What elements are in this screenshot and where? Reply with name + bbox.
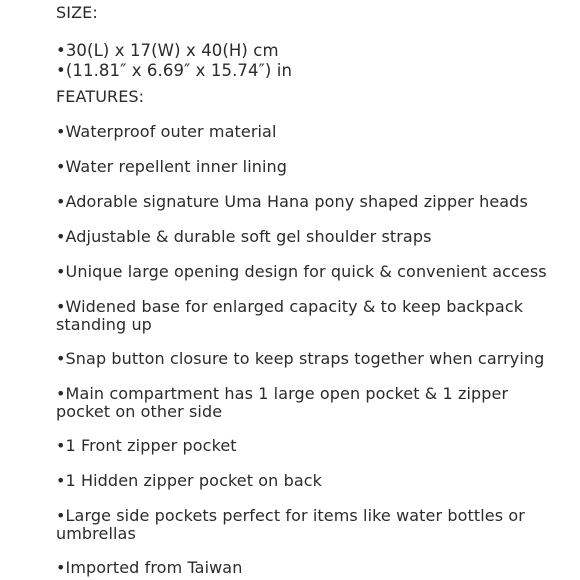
feature-item: •Large side pockets perfect for items like water bottles or umbrellas bbox=[56, 506, 525, 543]
feature-item: •1 Front zipper pocket bbox=[56, 436, 237, 455]
feature-item: •Adjustable & durable soft gel shoulder straps bbox=[56, 227, 432, 246]
product-description bbox=[56, 0, 556, 580]
feature-item: •Waterproof outer material bbox=[56, 122, 277, 141]
feature-item: •Main compartment has 1 large open pocket & 1 zipper pocket on other side bbox=[56, 384, 509, 421]
feature-item: •Water repellent inner lining bbox=[56, 157, 288, 176]
size-heading: SIZE: bbox=[56, 3, 98, 22]
feature-item: •Snap button closure to keep straps together when carrying bbox=[56, 349, 545, 368]
size-line-in: •(11.81″ x 6.69″ x 15.74″) in bbox=[56, 61, 293, 80]
features-heading: FEATURES: bbox=[56, 87, 145, 106]
feature-item: •Unique large opening design for quick & convenient access bbox=[56, 262, 547, 281]
feature-item: •1 Hidden zipper pocket on back bbox=[56, 471, 323, 490]
feature-item: •Imported from Taiwan bbox=[56, 558, 243, 577]
feature-item: •Adorable signature Uma Hana pony shaped zipper heads bbox=[56, 192, 528, 211]
feature-item: •Widened base for enlarged capacity & to keep backpack standing up bbox=[56, 297, 524, 334]
size-line-cm: •30(L) x 17(W) x 40(H) cm bbox=[56, 41, 279, 60]
